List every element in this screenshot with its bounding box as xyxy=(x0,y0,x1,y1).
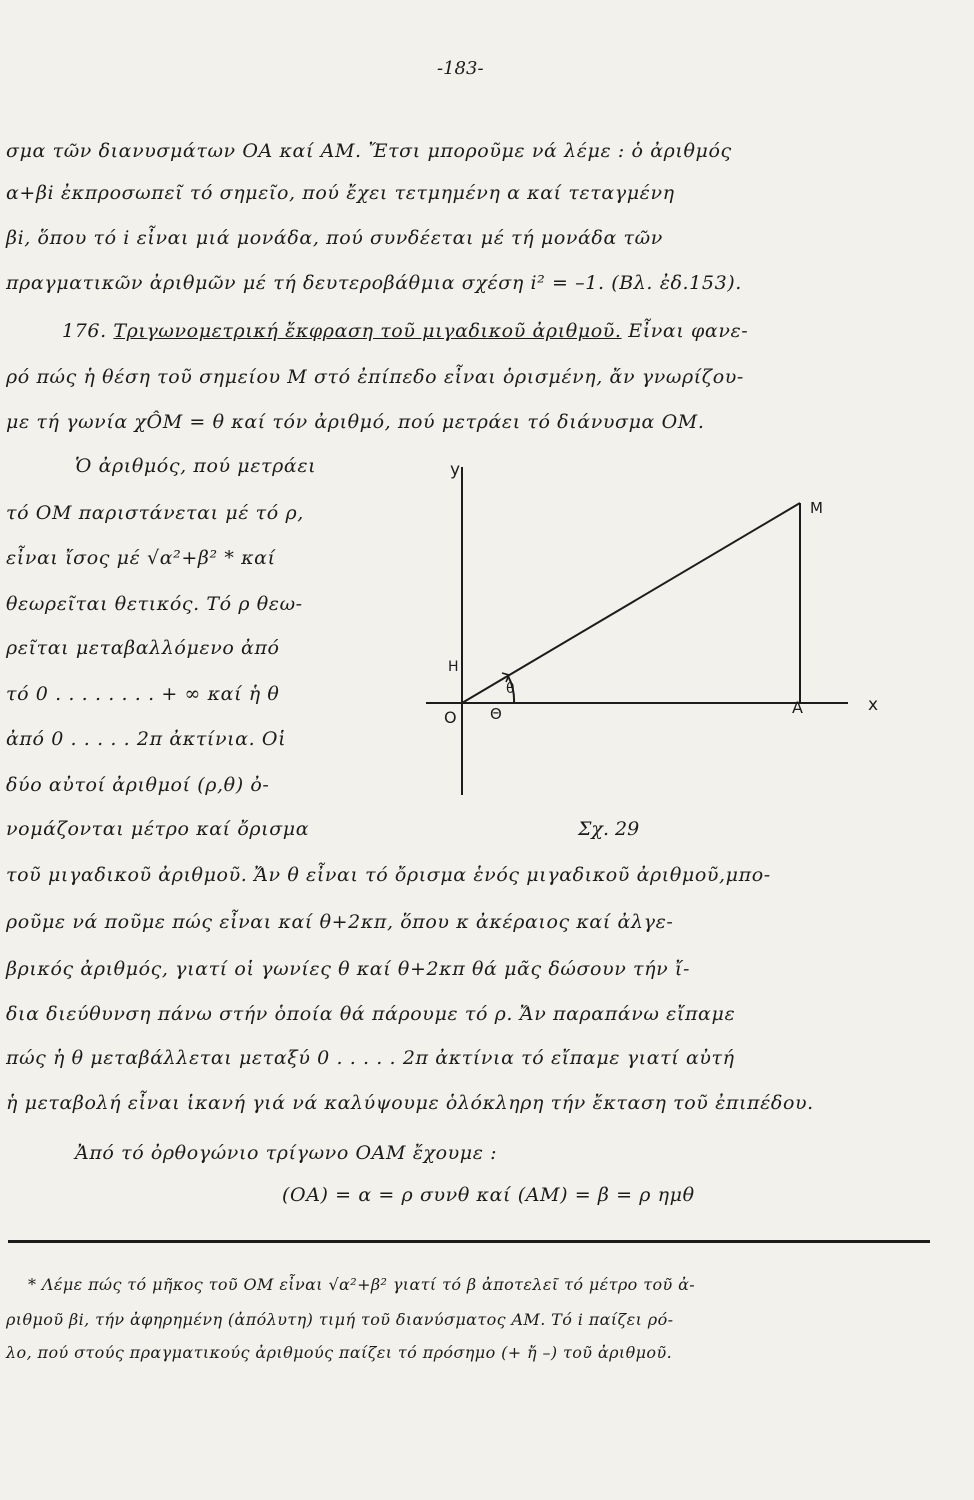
origin-label: O xyxy=(444,708,457,727)
footnote-line: λο, πού στούς πραγματικούς ἀριθμούς παίζει τό πρόσημο (+ ἤ –) τοῦ ἀριθμοῦ. xyxy=(6,1343,673,1362)
footnote-line: * Λέμε πώς τό μῆκος τοῦ ΟΜ εἶναι √α²+β² γιατί τό β ἀποτελεῖ τό μέτρο τοῦ ἀ- xyxy=(28,1275,696,1294)
side-text-line: Ὁ ἀριθμός, πού μετράει xyxy=(75,455,317,477)
side-text-line: τό ΟΜ παριστάνεται μέ τό ρ, xyxy=(6,502,304,524)
x-axis-label: x xyxy=(868,695,879,715)
text-line: πραγματικῶν ἀριθμῶν μέ τή δευτεροβάθμια σχέση i² = –1. (Βλ. ἐδ.153). xyxy=(6,272,742,294)
side-text-line: τό 0 . . . . . . . . + ∞ καί ἡ θ xyxy=(6,683,280,705)
side-text-line: ρεῖται μεταβαλλόμενο ἀπό xyxy=(6,637,280,659)
text-line: ροῦμε νά ποῦμε πώς εἶναι καί θ+2κπ, ὅπου κ ἀκέραιος καί ἀλγε- xyxy=(6,911,674,933)
text-line: βρικός ἀριθμός, γιατί οἱ γωνίες θ καί θ+2κπ θά μᾶς δώσουν τήν ἴ- xyxy=(6,958,690,980)
text-line: τοῦ μιγαδικοῦ ἀριθμοῦ. Ἄν θ εἶναι τό ὄρισμα ἑνός μιγαδικοῦ ἀριθμοῦ,μπο- xyxy=(6,864,771,886)
side-text-line: νομάζονται μέτρο καί ὄρισμα xyxy=(6,818,310,840)
h-mark-label: H xyxy=(448,659,459,675)
side-text-line: δύο αὐτοί ἀριθμοί (ρ,θ) ὀ- xyxy=(6,774,270,796)
formula-line: (ΟΑ) = α = ρ συνθ καί (ΑΜ) = β = ρ ημθ xyxy=(282,1184,695,1206)
y-axis-label: y xyxy=(450,460,461,480)
text-line: δια διεύθυνση πάνω στήν ὁποία θά πάρουμε τό ρ. Ἄν παραπάνω εἴπαμε xyxy=(6,1003,736,1025)
text-line: σμα τῶν διανυσμάτων ΟΑ καί ΑΜ. Ἔτσι μποροῦμε νά λέμε : ὁ ἀριθμός xyxy=(6,140,732,162)
text-line: ἡ μεταβολή εἶναι ἱκανή γιά νά καλύψουμε ὁλόκληρη τήν ἔκταση τοῦ ἐπιπέδου. xyxy=(6,1092,814,1114)
section-first-line-rest: Εἶναι φανε- xyxy=(628,320,749,342)
side-text-line: θεωρεῖται θετικός. Τό ρ θεω- xyxy=(6,593,303,615)
text-line: ρό πώς ἡ θέση τοῦ σημείου Μ στό ἐπίπεδο εἶναι ὁρισμένη, ἄν γνωρίζου- xyxy=(6,366,744,388)
side-text-line: ἀπό 0 . . . . . 2π ἀκτίνια. Οἱ xyxy=(6,728,287,750)
page-number: -183- xyxy=(437,58,484,79)
section-number: 176. xyxy=(62,320,107,342)
figure-29 xyxy=(420,455,900,855)
section-title: Τριγωνομετρική ἔκφραση τοῦ μιγαδικοῦ ἀριθμοῦ. xyxy=(113,320,622,342)
text-line: με τή γωνία χÔΜ = θ καί τόν ἀριθμό, πού μετράει τό διάνυσμα ΟΜ. xyxy=(6,411,705,433)
vector-om xyxy=(462,503,800,703)
text-line: Ἀπό τό ὀρθογώνιο τρίγωνο ΟΑΜ ἔχουμε : xyxy=(75,1142,498,1164)
theta-angle-label: θ xyxy=(506,681,515,697)
point-a-label: A xyxy=(792,698,803,717)
point-m-label: M xyxy=(810,499,823,517)
footnote-line: ριθμοῦ βi, τήν ἀφηρημένη (ἀπόλυτη) τιμή τοῦ διανύσματος ΑΜ. Τό i παίζει ρό- xyxy=(6,1310,674,1329)
side-text-line: εἶναι ἴσος μέ √α²+β² * καί xyxy=(6,547,276,569)
theta-base-label: Θ xyxy=(490,705,502,723)
footnote-separator xyxy=(8,1240,930,1243)
text-line: βi, ὅπου τό i εἶναι μιά μονάδα, πού συνδέεται μέ τή μονάδα τῶν xyxy=(6,227,663,249)
text-line: α+βi ἐκπροσωπεῖ τό σημεῖο, πού ἔχει τετμημένη α καί τεταγμένη xyxy=(6,182,675,204)
text-line: πώς ἡ θ μεταβάλλεται μεταξύ 0 . . . . . 2π ἀκτίνια τό εἴπαμε γιατί αὐτή xyxy=(6,1047,735,1069)
figure-caption: Σχ. 29 xyxy=(578,818,640,840)
section-heading-line xyxy=(62,320,748,342)
